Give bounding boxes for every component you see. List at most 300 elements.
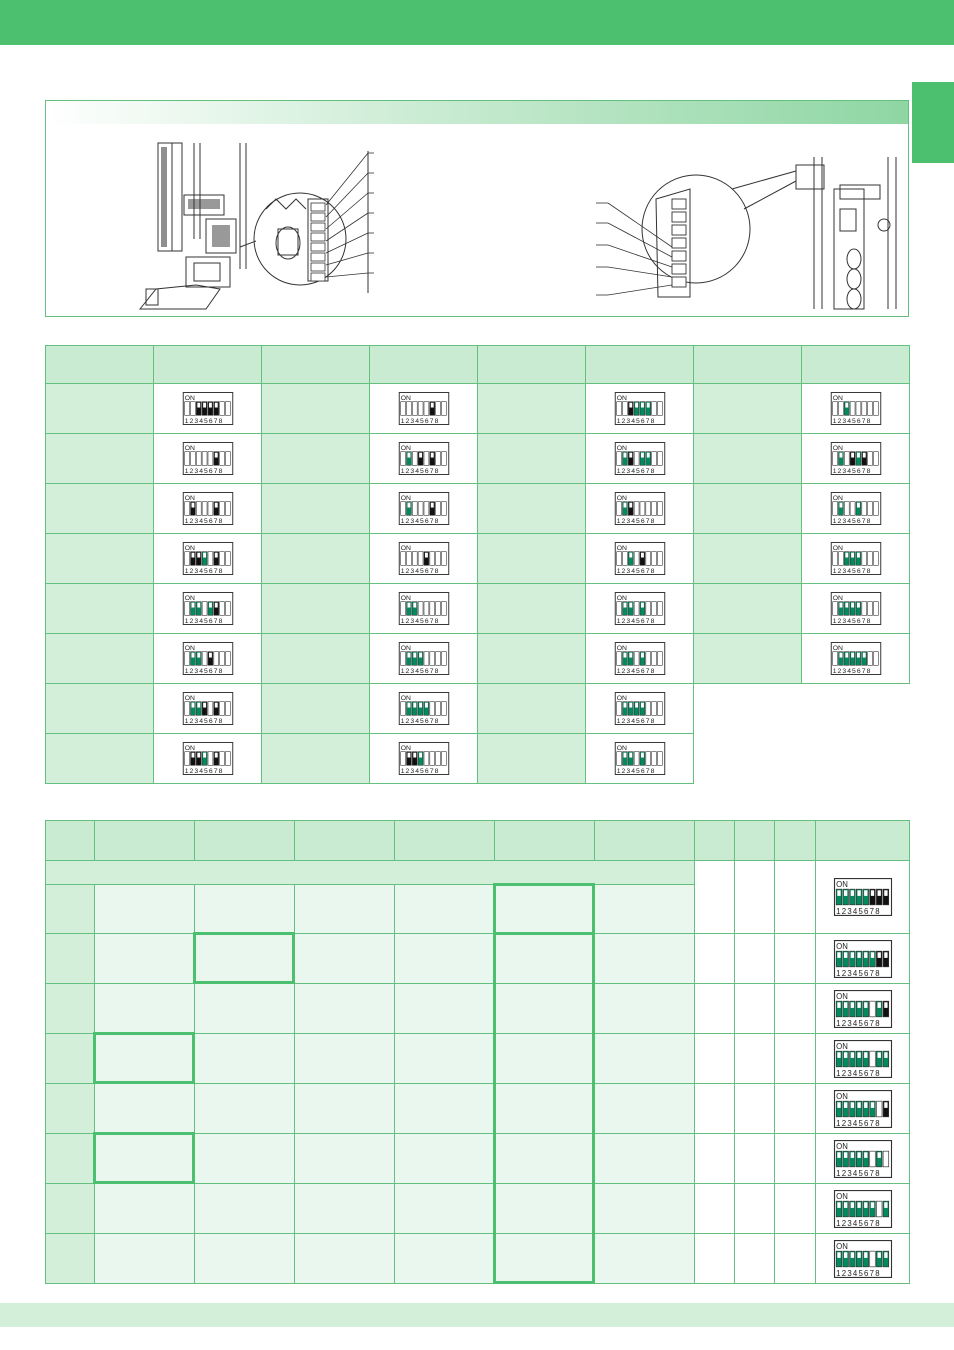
config-table-empty-cell [695,1134,735,1184]
dip-switch-knob [837,1102,840,1108]
dip-switch-knob [197,703,200,708]
dip-switch-lever [424,752,429,766]
dip-switch-cell [154,734,262,784]
config-table-cell [295,934,395,984]
dip-switch-cell [802,584,910,634]
config-table-row [46,1234,910,1284]
dip-switch-lever [441,502,446,516]
dip-switch-knob [864,1052,867,1058]
dip-switch-lever [850,402,855,416]
dip-switch-knob [640,703,643,708]
config-table-cell [46,1034,95,1084]
dip-switch-lever [412,552,417,566]
config-switch-cell [816,934,910,984]
dip-switch-knob [857,1152,860,1158]
dip-table-row [46,584,910,634]
config-table-empty-cell [695,1084,735,1134]
dip-switch-lever [873,402,878,416]
config-table-cell [95,1234,195,1284]
config-table-cell [95,934,195,984]
dip-switch-lever [832,502,837,516]
dip-table-row [46,684,910,734]
dip-table-header-cell [694,346,802,384]
dip-on-label: ON [832,644,843,652]
dip-on-label: ON [616,544,627,552]
dip-switch-icon [614,392,666,425]
dip-switch-knob [419,753,422,758]
dip-switch-knob [640,453,643,458]
dip-switch-icon [832,1090,894,1128]
dip-switch-knob [877,952,880,958]
config-table-cell [95,1084,195,1134]
config-table-cell [95,885,195,934]
dip-switch-knob [845,553,848,558]
dip-position-numbers: 12345678 [184,718,223,725]
config-table-cell [395,885,495,934]
dip-switch-icon [182,442,234,475]
dip-switch-lever [869,1251,875,1267]
dip-switch-icon [830,392,882,425]
config-table-row [46,1084,910,1134]
dip-switch-icon [832,940,894,978]
dip-switch-lever [645,752,650,766]
config-table-empty-cell [775,1134,816,1184]
dip-switch-lever [657,602,662,616]
config-table-cell [195,984,295,1034]
dip-switch-lever [435,602,440,616]
dip-on-label: ON [184,444,195,452]
dip-switch-knob [870,952,873,958]
dip-switch-knob [623,703,626,708]
dip-switch-icon [182,692,234,725]
dip-position-numbers: 12345678 [400,468,439,475]
dip-switch-lever [400,552,405,566]
dip-on-label: ON [835,1141,848,1151]
dip-switch-knob [208,603,211,608]
config-table-cell [595,984,695,1034]
config-table-cell [295,1034,395,1084]
dip-switch-knob [857,890,860,896]
dip-switch-lever [202,602,207,616]
dip-switch-knob [857,952,860,958]
dip-position-numbers: 12345678 [616,768,655,775]
dip-switch-lever [657,502,662,516]
dip-switch-cell [370,734,478,784]
dip-on-label: ON [184,644,195,652]
dip-switch-lever [867,602,872,616]
dip-switch-icon [398,742,450,775]
dip-position-numbers: 12345678 [184,768,223,775]
dip-switch-knob [629,503,632,508]
dip-switch-knob [623,603,626,608]
dip-switch-knob [197,403,200,408]
dip-position-numbers: 12345678 [400,668,439,675]
dip-on-label: ON [832,544,843,552]
illustration-panel [45,100,909,317]
dip-switch-lever [832,652,837,666]
dip-table-row-label [46,684,154,734]
dip-position-numbers: 12345678 [832,618,871,625]
config-table-empty-cell [735,1034,775,1084]
dip-switch-knob [857,1202,860,1208]
dip-position-numbers: 12345678 [400,518,439,525]
dip-switch-lever [400,602,405,616]
dip-switch-lever [441,552,446,566]
dip-switch-cell [370,484,478,534]
dip-switch-knob [850,1102,853,1108]
dip-switch-lever [225,602,230,616]
dip-switch-knob [864,952,867,958]
dip-switch-lever [634,552,639,566]
config-table-cell [46,1134,95,1184]
empty-cell [802,734,910,784]
dip-switch-knob [424,703,427,708]
dip-on-label: ON [184,394,195,402]
dip-switch-knob [837,1002,840,1008]
dip-switch-knob [635,403,638,408]
dip-switch-knob [857,1052,860,1058]
dip-switch-knob [629,703,632,708]
dip-table-value-cell [478,634,586,684]
dip-switch-cell [586,734,694,784]
dip-position-numbers: 12345678 [835,1118,881,1128]
dip-switch-knob [839,503,842,508]
dip-switch-knob [877,890,880,896]
dip-switch-knob [857,1002,860,1008]
dip-switch-knob [197,603,200,608]
dip-table-value-cell [478,484,586,534]
config-table-cell [395,1184,495,1234]
dip-switch-knob [407,603,410,608]
dip-switch-icon [832,878,894,916]
dip-switch-knob [851,553,854,558]
dip-position-numbers: 12345678 [400,568,439,575]
config-table-empty-cell [695,861,735,934]
config-table-row [46,984,910,1034]
dip-switch-lever [850,502,855,516]
dip-switch-lever [225,502,230,516]
config-table-empty-cell [775,934,816,984]
dip-switch-lever [435,752,440,766]
config-table-cell [46,1084,95,1134]
dip-switch-knob [850,1152,853,1158]
dip-switch-lever [634,752,639,766]
config-table-header-row [46,821,910,861]
dip-switch-knob [845,603,848,608]
dip-switch-lever [219,502,224,516]
dip-switch-lever [634,452,639,466]
config-table-cell [295,885,395,934]
dip-switch-cell [370,534,478,584]
dip-switch-icon [614,692,666,725]
dip-switch-knob [214,403,217,408]
dip-position-numbers: 12345678 [832,518,871,525]
dip-position-numbers: 12345678 [400,718,439,725]
dip-switch-knob [640,403,643,408]
config-table-cell [295,984,395,1034]
dip-switch-lever [873,602,878,616]
dip-switch-knob [850,1002,853,1008]
dip-switch-lever [225,652,230,666]
dip-switch-lever [651,702,656,716]
dip-switch-lever [869,1051,875,1067]
dip-switch-lever [441,752,446,766]
dip-table-row-label [46,434,154,484]
dip-on-label: ON [616,444,627,452]
dip-switch-knob [845,653,848,658]
dip-switch-lever [441,402,446,416]
dip-switch-knob [430,403,433,408]
dip-switch-lever [225,752,230,766]
dip-position-numbers: 12345678 [184,668,223,675]
dip-switch-lever [861,502,866,516]
dip-table-header-cell [370,346,478,384]
dip-switch-icon [830,642,882,675]
dip-switch-lever [202,452,207,466]
dip-switch-lever [418,502,423,516]
dip-switch-knob [629,553,632,558]
dip-table-value-cell [694,534,802,584]
config-table-band-label [46,861,695,885]
config-table-row [46,934,910,984]
illustration-panel-header [46,101,908,124]
config-table-empty-cell [735,1184,775,1234]
dip-switch-knob [884,1202,887,1208]
dip-switch-knob [629,653,632,658]
dip-switch-knob [191,503,194,508]
dip-table-value-cell [694,584,802,634]
dip-switch-lever [429,552,434,566]
config-table-cell [195,1234,295,1284]
dip-switch-knob [862,453,865,458]
dip-switch-cell [154,384,262,434]
dip-on-label: ON [832,394,843,402]
dip-table-value-cell [478,434,586,484]
dip-position-numbers: 12345678 [184,468,223,475]
dip-table-row [46,634,910,684]
dip-switch-lever [861,402,866,416]
dip-switch-cell [802,484,910,534]
dip-switch-lever [832,602,837,616]
dip-switch-knob [839,653,842,658]
dip-table-value-cell [478,384,586,434]
dip-switch-lever [441,652,446,666]
config-table-empty-cell [695,1034,735,1084]
dip-switch-lever [441,452,446,466]
section-side-tab [912,82,954,163]
dip-switch-knob [640,753,643,758]
dip-switch-knob [856,453,859,458]
bottom-footer-bar [0,1303,954,1327]
dip-switch-knob [844,890,847,896]
dip-switch-cell [154,584,262,634]
empty-cell [694,734,802,784]
dip-switch-knob [845,403,848,408]
dip-switch-lever [645,652,650,666]
dip-table-value-cell [478,684,586,734]
dip-switch-knob [407,453,410,458]
dip-switch-lever [400,752,405,766]
config-table-cell [195,1034,295,1084]
config-table-header-cell [775,821,816,861]
dip-switch-lever [400,402,405,416]
dip-switch-lever [657,652,662,666]
config-table-cell [95,1184,195,1234]
dip-switch-knob [837,890,840,896]
config-table-row [46,1184,910,1234]
dip-table-header-cell [586,346,694,384]
dip-switch-lever [225,552,230,566]
dip-switch-lever [616,502,621,516]
dip-switch-knob [640,553,643,558]
config-table-band-row [46,861,910,885]
dip-switch-cell [586,534,694,584]
dip-switch-lever [208,752,213,766]
dip-switch-lever [412,402,417,416]
dip-switch-lever [184,402,189,416]
dip-switch-lever [435,552,440,566]
config-table-cell [46,934,95,984]
dip-on-label: ON [835,1041,848,1051]
dip-table-row-label [46,534,154,584]
dip-switch-lever [190,452,195,466]
dip-switch-cell [370,384,478,434]
dip-switch-knob [635,703,638,708]
config-table-cell [195,1134,295,1184]
dip-table-row [46,384,910,434]
dip-position-numbers: 12345678 [616,718,655,725]
config-table-empty-cell [695,984,735,1034]
dip-switch-knob [203,753,206,758]
dip-switch-cell [154,684,262,734]
dip-table-header-row [46,346,910,384]
config-table-cell [95,984,195,1034]
dip-switch-lever [184,652,189,666]
dip-switch-knob [864,1152,867,1158]
config-switch-cell [816,861,910,934]
config-switch-cell [816,1084,910,1134]
config-table-empty-cell [775,984,816,1034]
dip-switch-lever [208,452,213,466]
dip-table-value-cell [262,684,370,734]
dip-on-label: ON [400,694,411,702]
dip-switch-cell [802,634,910,684]
dip-switch-knob [851,603,854,608]
dip-switch-lever [418,552,423,566]
dip-switch-lever [418,402,423,416]
dip-switch-icon [182,542,234,575]
dip-switch-lever [645,702,650,716]
dip-switch-lever [832,552,837,566]
dip-switch-lever [424,502,429,516]
dip-switch-lever [657,552,662,566]
dip-switch-lever [429,752,434,766]
dip-switch-lever [208,702,213,716]
dip-position-numbers: 12345678 [835,1218,881,1228]
dip-switch-knob [850,1052,853,1058]
dip-switch-lever [867,452,872,466]
dip-switch-icon [832,1040,894,1078]
dip-switch-cell [154,434,262,484]
dip-switch-knob [419,453,422,458]
dip-table-value-cell [262,584,370,634]
config-table-cell [395,1134,495,1184]
dip-switch-lever [225,702,230,716]
dip-table-value-cell [694,634,802,684]
dip-switch-knob [208,653,211,658]
dip-switch-lever [219,652,224,666]
config-table-cell [395,1034,495,1084]
dip-switch-icon [398,642,450,675]
dip-switch-lever [184,602,189,616]
config-switch-cell [816,1184,910,1234]
dip-switch-lever [883,1151,889,1167]
dip-switch-knob [850,1202,853,1208]
dip-switch-knob [203,703,206,708]
dip-switch-knob [407,753,410,758]
dip-switch-cell [154,534,262,584]
config-table-empty-cell [695,934,735,984]
dip-switch-lever [225,402,230,416]
dip-switch-lever [876,1101,882,1117]
dip-switch-knob [623,653,626,658]
dip-switch-icon [398,442,450,475]
dip-switch-lever [651,652,656,666]
dip-switch-lever [856,402,861,416]
dip-switch-lever [640,502,645,516]
dip-switch-icon [830,592,882,625]
config-table-header-cell [595,821,695,861]
config-table-empty-cell [735,934,775,984]
dip-switch-knob [623,753,626,758]
config-table-header-cell [695,821,735,861]
dip-switch-lever [657,452,662,466]
dip-switch-knob [430,453,433,458]
config-table-cell [595,1084,695,1134]
empty-cell [694,684,802,734]
dip-switch-knob [877,1002,880,1008]
dip-table-value-cell [694,384,802,434]
dip-switch-cell [586,584,694,634]
dip-position-numbers: 12345678 [835,1268,881,1278]
dip-switch-knob [856,553,859,558]
dip-table-row-label [46,634,154,684]
dip-position-numbers: 12345678 [835,968,881,978]
dip-switch-icon [832,990,894,1028]
dip-on-label: ON [832,444,843,452]
config-table-header-cell [816,821,910,861]
dip-table-row [46,484,910,534]
config-table-empty-cell [735,1234,775,1284]
dip-switch-knob [864,890,867,896]
config-table-cell [595,1184,695,1234]
dip-on-label: ON [616,494,627,502]
dip-switch-lever [424,602,429,616]
dip-switch-icon [182,742,234,775]
config-table-cell [595,1134,695,1184]
dip-switch-lever [876,1201,882,1217]
dip-switch-knob [837,1152,840,1158]
dip-switch-lever [412,502,417,516]
dip-switch-knob [864,1202,867,1208]
dip-switch-lever [412,452,417,466]
dip-on-label: ON [832,494,843,502]
dip-switch-knob [214,703,217,708]
config-table-empty-cell [695,1184,735,1234]
dip-table-row [46,534,910,584]
dip-switch-cell [802,434,910,484]
dip-switch-cell [586,384,694,434]
